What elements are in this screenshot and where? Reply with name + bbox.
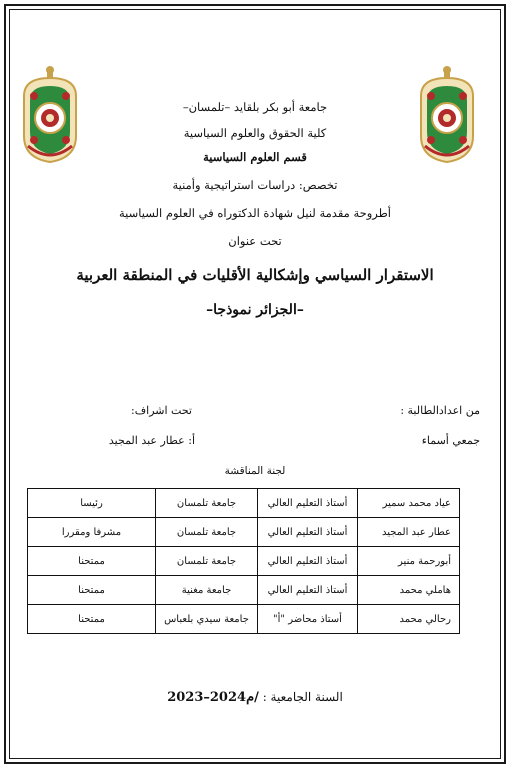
table-row	[28, 576, 460, 605]
under-title-label: تحت عنوان	[228, 234, 282, 248]
member-university: جامعة سيدي بلعباس	[156, 605, 258, 634]
university-name: جامعة أبو بكر بلقايد –تلمسان–	[182, 100, 328, 114]
member-name: هاملي محمد	[358, 576, 460, 605]
author-label: من اعدادالطالبة :	[400, 404, 480, 417]
member-rank: أستاذ التعليم العالي	[258, 547, 358, 576]
table-row	[28, 518, 460, 547]
member-role: ممتحنا	[28, 576, 156, 605]
member-rank: أستاذ التعليم العالي	[258, 576, 358, 605]
member-role: ممتحنا	[28, 605, 156, 634]
member-role: مشرفا ومقررا	[28, 518, 156, 547]
member-university: جامعة تلمسان	[156, 489, 258, 518]
table-row	[28, 605, 460, 634]
thesis-subtitle: –الجزائر نموذجا–	[206, 302, 304, 318]
faculty-name: كلية الحقوق والعلوم السياسية	[183, 126, 327, 140]
member-name: عياد محمد سمير	[358, 489, 460, 518]
member-rank: أستاذ محاضر "أ"	[258, 605, 358, 634]
table-row	[28, 547, 460, 576]
member-university: جامعة مغنية	[156, 576, 258, 605]
table-row	[28, 489, 460, 518]
member-name: أبورحمة منير	[358, 547, 460, 576]
member-rank: أستاذ التعليم العالي	[258, 518, 358, 547]
committee-title: لجنة المناقشة	[224, 465, 286, 477]
member-university: جامعة تلمسان	[156, 518, 258, 547]
member-role: ممتحنا	[28, 547, 156, 576]
academic-year-value: 2023–2024م/	[167, 690, 259, 705]
specialty: تخصص: دراسات استراتيجية وأمنية	[172, 178, 338, 192]
member-university: جامعة تلمسان	[156, 547, 258, 576]
member-name: رحالي محمد	[358, 605, 460, 634]
academic-year	[60, 690, 450, 705]
thesis-type: أطروحة مقدمة لنيل شهادة الدكتوراه في العلوم السياسية	[119, 206, 391, 220]
academic-year-label: السنة الجامعية :	[262, 690, 343, 704]
supervisor-label: تحت اشراف:	[131, 404, 192, 417]
thesis-title: الاستقرار السياسي وإشكالية الأقليات في المنطقة العربية	[76, 266, 434, 284]
member-name: عطار عبد المجيد	[358, 518, 460, 547]
member-role: رئيسا	[28, 489, 156, 518]
supervisor-name: أ: عطار عبد المجيد	[108, 434, 195, 447]
committee-table	[27, 488, 460, 634]
department-name: قسم العلوم السياسية	[203, 150, 307, 164]
member-rank: أستاذ التعليم العالي	[258, 489, 358, 518]
author-name: جمعي أسماء	[421, 434, 480, 447]
